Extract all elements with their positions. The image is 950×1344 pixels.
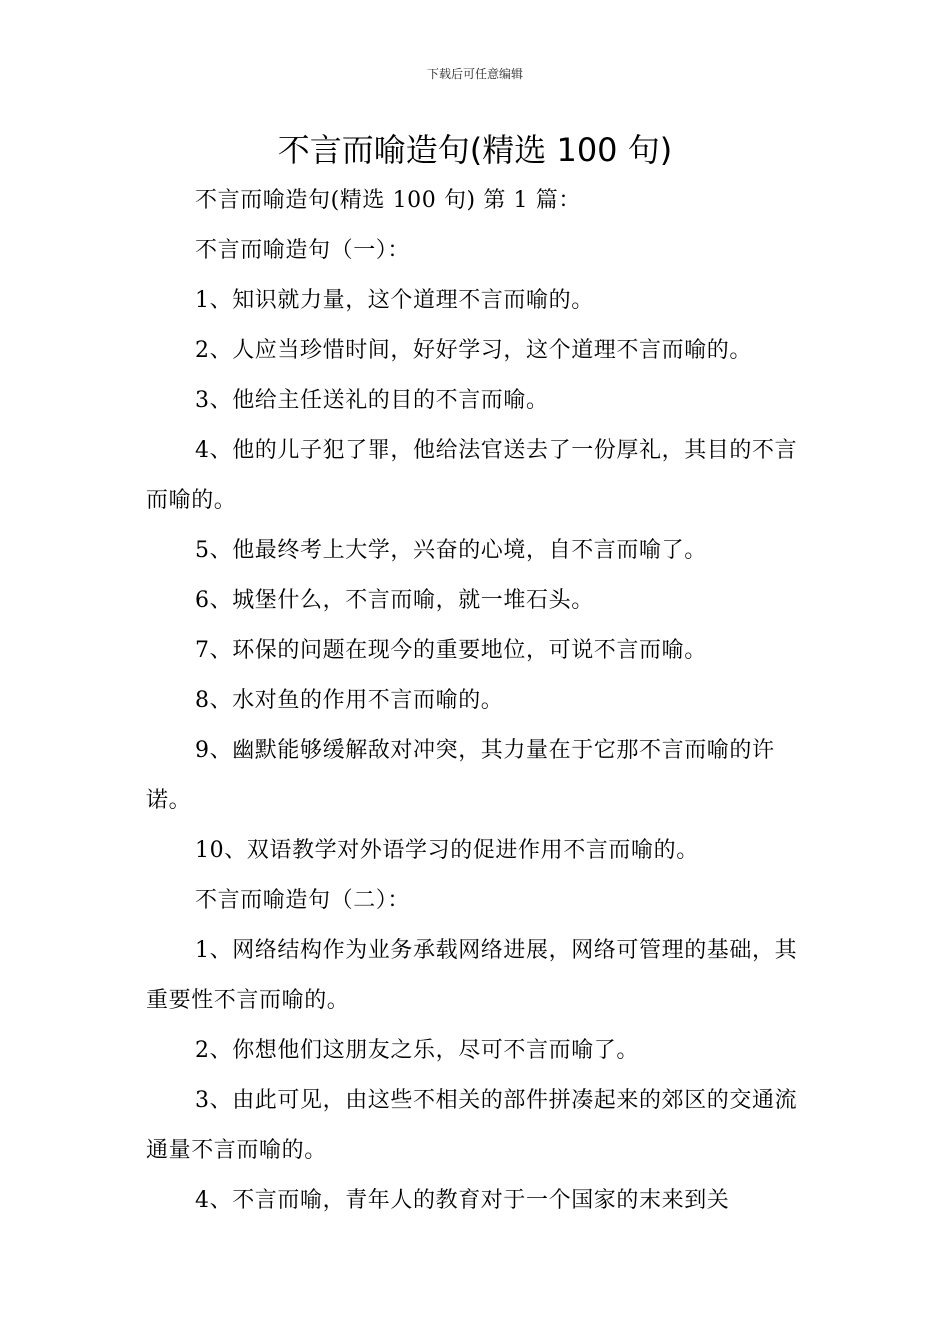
sentence-item: 4、他的儿子犯了罪，他给法官送去了一份厚礼，其目的不言而喻的。 xyxy=(146,438,798,513)
sentence-item: 3、由此可见，由这些不相关的部件拼凑起来的郊区的交通流通量不言而喻的。 xyxy=(146,1088,798,1163)
subsection-heading: 不言而喻造句（一）： xyxy=(195,238,411,263)
sentence-item: 4、不言而喻，青年人的教育对于一个国家的末来到关 xyxy=(195,1188,730,1213)
sentence-item: 2、人应当珍惜时间，好好学习，这个道理不言而喻的。 xyxy=(195,338,752,363)
sentence-item: 6、城堡什么，不言而喻，就一堆石头。 xyxy=(195,588,594,613)
sentence-item: 8、水对鱼的作用不言而喻的。 xyxy=(195,688,504,713)
sentence-item: 1、网络结构作为业务承载网络进展，网络可管理的基础，其重要性不言而喻的。 xyxy=(146,938,798,1013)
sentence-item: 2、你想他们这朋友之乐，尽可不言而喻了。 xyxy=(195,1038,639,1063)
sentence-item: 7、环保的问题在现今的重要地位，可说不言而喻。 xyxy=(195,638,707,663)
sentence-item: 5、他最终考上大学，兴奋的心境，自不言而喻了。 xyxy=(195,538,707,563)
sentence-item: 1、知识就力量，这个道理不言而喻的。 xyxy=(195,288,594,313)
sentence-item: 9、幽默能够缓解敌对冲突，其力量在于它那不言而喻的许诺。 xyxy=(146,738,775,813)
section-heading: 不言而喻造句(精选 100 句) 第 1 篇： xyxy=(195,188,581,213)
document-title: 不言而喻造句(精选 100 句) xyxy=(277,131,673,169)
sentence-item: 3、他给主任送礼的目的不言而喻。 xyxy=(195,388,549,413)
subsection-heading: 不言而喻造句（二）： xyxy=(195,888,411,913)
document-body xyxy=(146,176,808,1226)
sentence-item: 10、双语教学对外语学习的促进作用不言而喻的。 xyxy=(195,838,699,863)
header-note: 下载后可任意编辑 xyxy=(426,67,523,81)
